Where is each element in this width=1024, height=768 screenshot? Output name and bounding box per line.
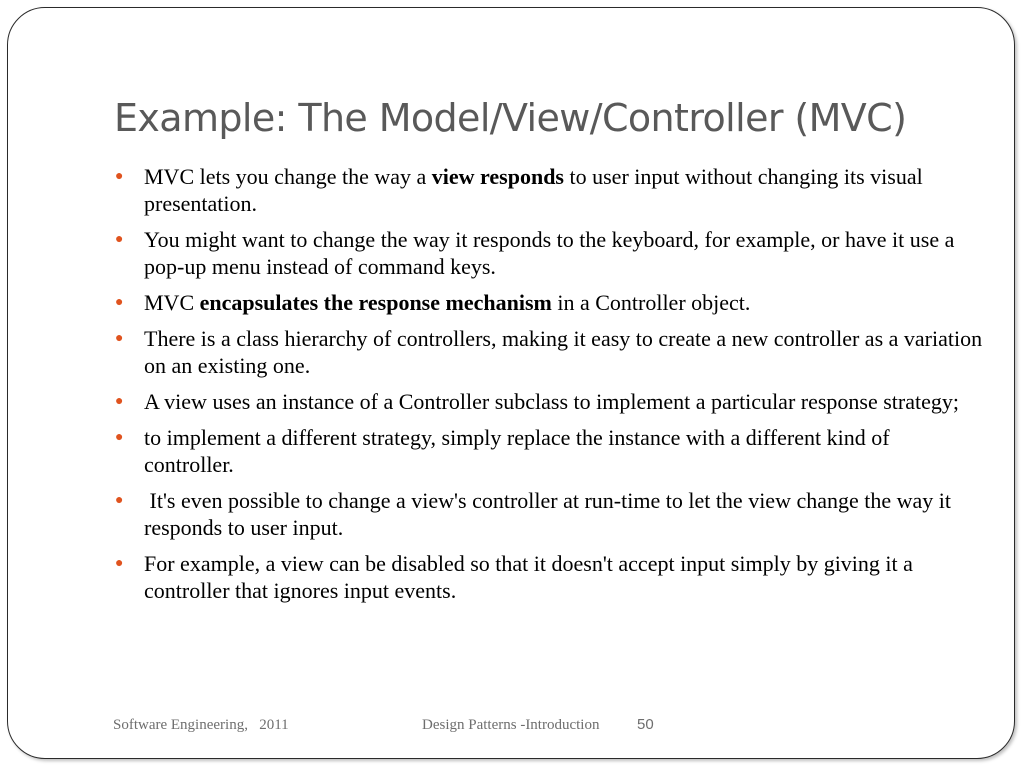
bullet-item <box>114 424 984 478</box>
bullet-dot-icon: ● <box>115 430 124 445</box>
bullet-text-part: in a Controller object. <box>551 290 751 315</box>
bullet-item <box>114 550 984 604</box>
slide-number: 50 <box>637 716 654 733</box>
bullet-text-part: For example, a view can be disabled so that it doesn't accept input simply by giving it a controller that ignores input events. <box>144 551 913 603</box>
bullet-text-part: to user input without changing its visual presentation. <box>144 164 923 216</box>
bullet-item <box>114 487 984 541</box>
bullet-dot-icon: ● <box>115 169 124 184</box>
bullet-text-part: to implement a different strategy, simply replace the instance with a different kind of controller. <box>144 425 890 477</box>
bullet-text-part: It's even possible to change a view's controller at run-time to let the view change the way it responds to user input. <box>144 488 957 540</box>
slide-title: Example: The Model/View/Controller (MVC) <box>114 96 907 140</box>
bullet-item <box>114 226 984 280</box>
bullet-text-part: There is a class hierarchy of controllers, making it easy to create a new controller as a variation on an existing one. <box>144 326 983 378</box>
bullet-text-emphasis: encapsulates the response mechanism <box>199 290 552 315</box>
bullet-item <box>114 325 984 379</box>
bullet-dot-icon: ● <box>115 232 124 247</box>
bullet-text-part: MVC lets you change the way a <box>144 164 432 189</box>
bullet-text-part: A view uses an instance of a Controller subclass to implement a particular response strategy; <box>144 389 959 414</box>
bullet-text-part: You might want to change the way it responds to the keyboard, for example, or have it use a pop-up menu instead of command keys. <box>144 227 955 279</box>
bullet-text-part: MVC <box>144 290 200 315</box>
bullet-item <box>114 163 984 217</box>
bullet-list <box>114 163 984 613</box>
footer-course-label: Software Engineering, 2011 <box>113 717 289 733</box>
footer-topic-label: Design Patterns -Introduction <box>422 717 600 733</box>
bullet-dot-icon: ● <box>115 295 124 310</box>
bullet-dot-icon: ● <box>115 493 124 508</box>
bullet-item <box>114 388 984 415</box>
bullet-text-emphasis: view responds <box>431 164 564 189</box>
bullet-dot-icon: ● <box>115 394 124 409</box>
bullet-item <box>114 289 984 316</box>
bullet-dot-icon: ● <box>115 556 124 571</box>
bullet-dot-icon: ● <box>115 331 124 346</box>
